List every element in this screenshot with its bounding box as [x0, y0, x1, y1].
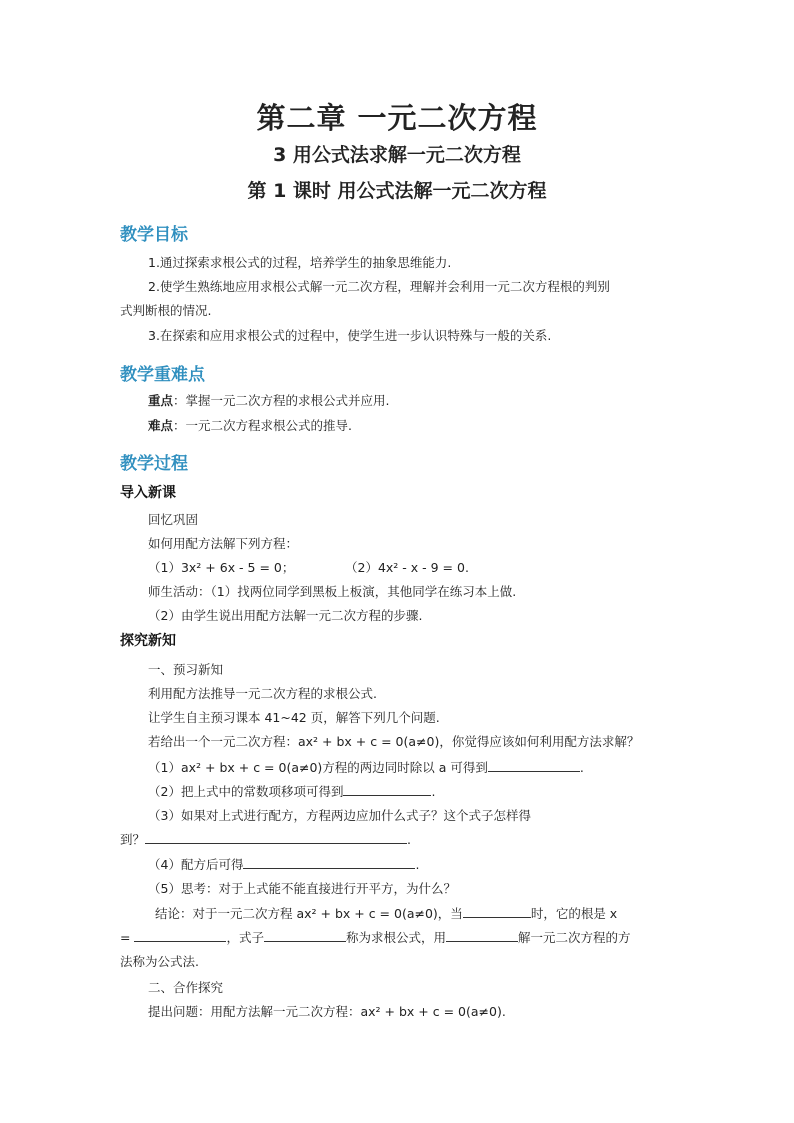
chapter-title: 第二章 一元二次方程 — [256, 101, 538, 135]
objective-item: 式判断根的情况. — [120, 303, 212, 318]
answer-blank[interactable] — [145, 831, 407, 844]
question-3: （3）如果对上式进行配方，方程两边应加什么式子？这个式子怎样得 — [148, 808, 531, 823]
answer-blank[interactable] — [343, 783, 431, 796]
explore-heading: 探究新知 — [120, 633, 176, 649]
explore-line: 利用配方法推导一元二次方程的求根公式. — [148, 686, 377, 701]
answer-blank[interactable] — [264, 929, 346, 942]
answer-blank[interactable] — [134, 929, 226, 942]
conclusion-text: 称为求根公式，用 — [345, 930, 446, 945]
key-point-label: 重点 — [148, 393, 174, 408]
difficult-point-label: 难点 — [148, 418, 174, 433]
objective-item: 3.在探索和应用求根公式的过程中，使学生进一步认识特殊与一般的关系. — [148, 328, 552, 343]
objective-item: 2.使学生熟练地应用求根公式解一元二次方程，理解并会利用一元二次方程根的判别 — [148, 279, 610, 294]
conclusion-text: 解一元二次方程的方 — [518, 930, 631, 945]
conclusion-line — [120, 928, 631, 946]
process-heading: 教学过程 — [120, 454, 188, 474]
explore-line: 提出问题：用配方法解一元二次方程：ax² + bx + c = 0(a≠0). — [148, 1004, 506, 1019]
conclusion-text: = — [120, 930, 131, 945]
conclusion-text: ，式子 — [226, 930, 264, 945]
answer-blank[interactable] — [463, 905, 531, 918]
answer-blank[interactable] — [243, 856, 415, 869]
question-3-cont-text: 到？ — [120, 832, 146, 847]
question-2-text: （2）把上式中的常数项移项可得到 — [148, 784, 344, 799]
question-1: （1）ax² + bx + c = 0(a≠0)方程的两边同时除以 a 可得到 . — [148, 760, 584, 775]
question-4-text: （4）配方后可得 — [148, 857, 244, 872]
keypoints-heading: 教学重难点 — [120, 365, 205, 385]
intro-line: 回忆巩固 — [148, 512, 199, 527]
question-3-cont: 到？ . — [120, 832, 411, 847]
intro-heading: 导入新课 — [120, 485, 176, 501]
difficult-point-text: ：一元二次方程求根公式的推导. — [173, 418, 352, 433]
section-title: 3 用公式法求解一元二次方程 — [273, 144, 521, 166]
objective-item: 1.通过探索求根公式的过程，培养学生的抽象思维能力. — [148, 255, 452, 270]
difficult-point — [148, 416, 352, 434]
answer-blank[interactable] — [446, 929, 518, 942]
intro-line: （2）由学生说出用配方法解一元二次方程的步骤. — [148, 608, 423, 623]
conclusion-text: 时，它的根是 x — [530, 906, 618, 921]
intro-line: （1）3x² + 6x - 5 = 0； — [148, 560, 295, 575]
question-2: （2）把上式中的常数项移项可得到 . — [148, 784, 436, 799]
conclusion-line — [155, 904, 617, 922]
question-5: （5）思考：对于上式能不能直接进行开平方，为什么？ — [148, 881, 456, 896]
key-point-text: ：掌握一元二次方程的求根公式并应用. — [173, 393, 390, 408]
conclusion-line: 法称为公式法. — [120, 954, 199, 969]
intro-line: 师生活动：（1）找两位同学到黑板上板演，其他同学在练习本上做. — [148, 584, 517, 599]
explore-line: 二、合作探究 — [148, 980, 224, 995]
key-point — [148, 391, 390, 409]
answer-blank[interactable] — [488, 759, 580, 772]
objectives-heading: 教学目标 — [120, 225, 188, 245]
intro-line: 如何用配方法解下列方程： — [148, 536, 299, 551]
explore-line: 若给出一个一元二次方程：ax² + bx + c = 0(a≠0)，你觉得应该如何利用配方法求解？ — [148, 734, 640, 749]
intro-line: （2）4x² - x - 9 = 0. — [345, 560, 469, 575]
question-1-text: （1）ax² + bx + c = 0(a≠0)方程的两边同时除以 a 可得到 — [148, 760, 488, 775]
explore-line: 让学生自主预习课本 41~42 页，解答下列几个问题. — [148, 710, 440, 725]
conclusion-text: 结论：对于一元二次方程 ax² + bx + c = 0(a≠0)，当 — [155, 906, 463, 921]
lesson-title: 第 1 课时 用公式法解一元二次方程 — [247, 180, 547, 202]
question-4: （4）配方后可得 . — [148, 857, 420, 872]
explore-line: 一、预习新知 — [148, 662, 224, 677]
